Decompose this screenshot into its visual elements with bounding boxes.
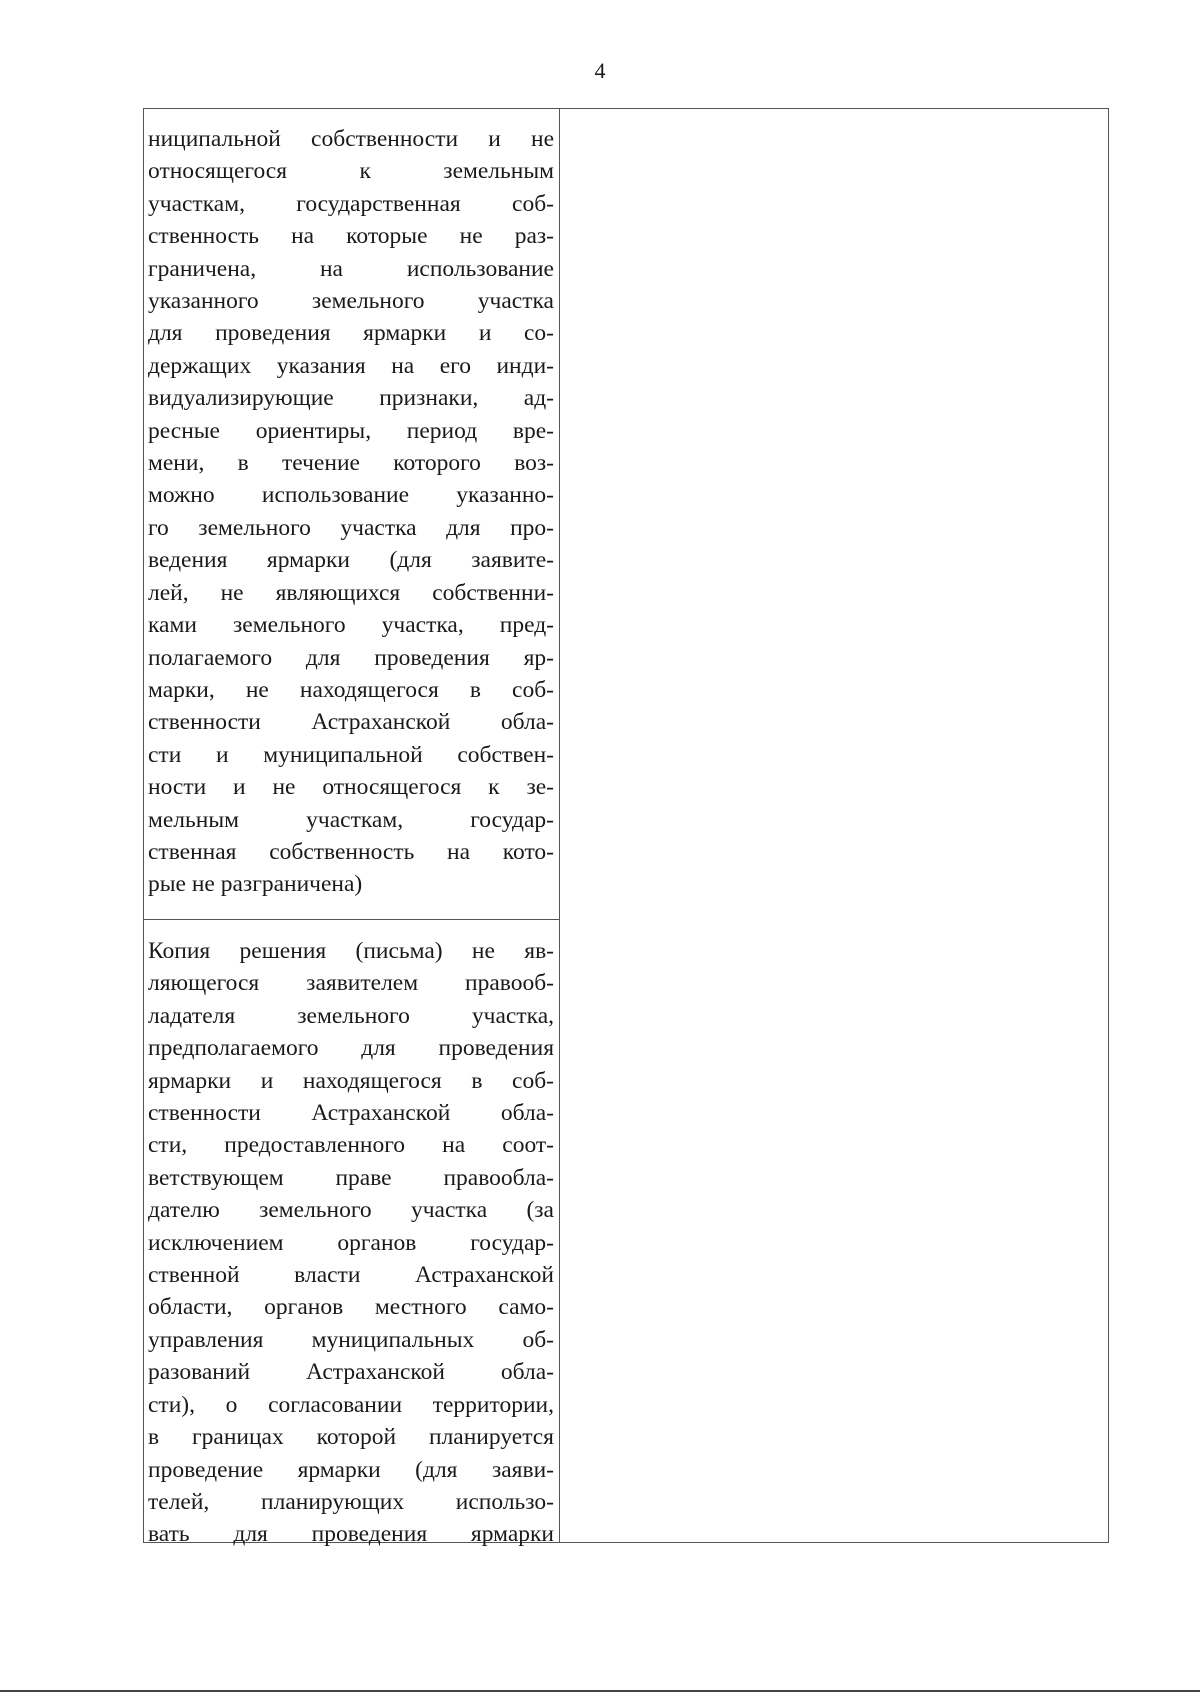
text-line: относящегося к земельным [148, 158, 554, 185]
text-line: ресные ориентиры, период вре- [148, 417, 554, 444]
text-line: разований Астраханской обла- [148, 1359, 554, 1386]
text-line: ярмарки и находящегося в соб- [148, 1067, 554, 1094]
text-line: ственной власти Астраханской [148, 1262, 554, 1289]
text-line: ственная собственность на кото- [148, 838, 554, 865]
text-line: сти и муниципальной собствен- [148, 741, 554, 768]
document-table [143, 108, 1109, 1548]
text-line: ветствующем праве правообла- [148, 1164, 554, 1191]
row-divider [144, 919, 559, 920]
text-line: сти, предоставленного на соот- [148, 1132, 554, 1159]
text-line: го земельного участка для про- [148, 514, 554, 541]
text-line: управления муниципальных об- [148, 1326, 554, 1353]
text-line: держащих указания на его инди- [148, 352, 554, 379]
text-line: лей, не являющихся собственни- [148, 579, 554, 606]
text-line: дателю земельного участка (за [148, 1197, 554, 1224]
table-cell-row1-right [561, 109, 1106, 919]
text-line: марки, не находящегося в соб- [148, 676, 554, 703]
text-line: предполагаемого для проведения [148, 1035, 554, 1062]
table-cell-row2-left [148, 935, 554, 1551]
text-line: можно использование указанно- [148, 482, 554, 509]
text-line: ственность на которые не раз- [148, 223, 554, 250]
column-divider [559, 109, 560, 1542]
text-line: граничена, на использование [148, 255, 554, 282]
text-line: указанного земельного участка [148, 288, 554, 315]
text-line: мельным участкам, государ- [148, 806, 554, 833]
text-line: для проведения ярмарки и со- [148, 320, 554, 347]
text-line: ками земельного участка, пред- [148, 612, 554, 639]
text-line: сти), о согласовании территории, [148, 1391, 554, 1418]
text-line: ственности Астраханской обла- [148, 709, 554, 736]
text-line: мени, в течение которого воз- [148, 450, 554, 477]
text-line: видуализирующие признаки, ад- [148, 385, 554, 412]
text-line: ственности Астраханской обла- [148, 1100, 554, 1127]
text-line: ниципальной собственности и не [148, 126, 554, 152]
page-number: 4 [594, 58, 606, 83]
text-line: в границах которой планируется [148, 1424, 554, 1451]
text-line: полагаемого для проведения яр- [148, 644, 554, 671]
text-line: телей, планирующих использо- [148, 1488, 554, 1515]
text-line: ности и не относящегося к зе- [148, 774, 554, 801]
text-line: рые не разграничена) [148, 871, 363, 898]
text-line: участкам, государственная соб- [148, 190, 554, 217]
text-line: ведения ярмарки (для заявите- [148, 547, 554, 574]
text-line: исключением органов государ- [148, 1229, 554, 1256]
text-line: области, органов местного само- [148, 1294, 554, 1321]
text-line: Копия решения (письма) не яв- [148, 938, 554, 964]
text-line: вать для проведения ярмарки [148, 1521, 554, 1548]
table-cell-row1-left [148, 123, 554, 901]
text-line: проведение ярмарки (для заяви- [148, 1456, 554, 1483]
page-bottom-rule [0, 1690, 1200, 1692]
text-line: ляющегося заявителем правооб- [148, 970, 554, 997]
table-cell-row2-right [561, 921, 1106, 1541]
text-line: ладателя земельного участка, [148, 1002, 554, 1029]
